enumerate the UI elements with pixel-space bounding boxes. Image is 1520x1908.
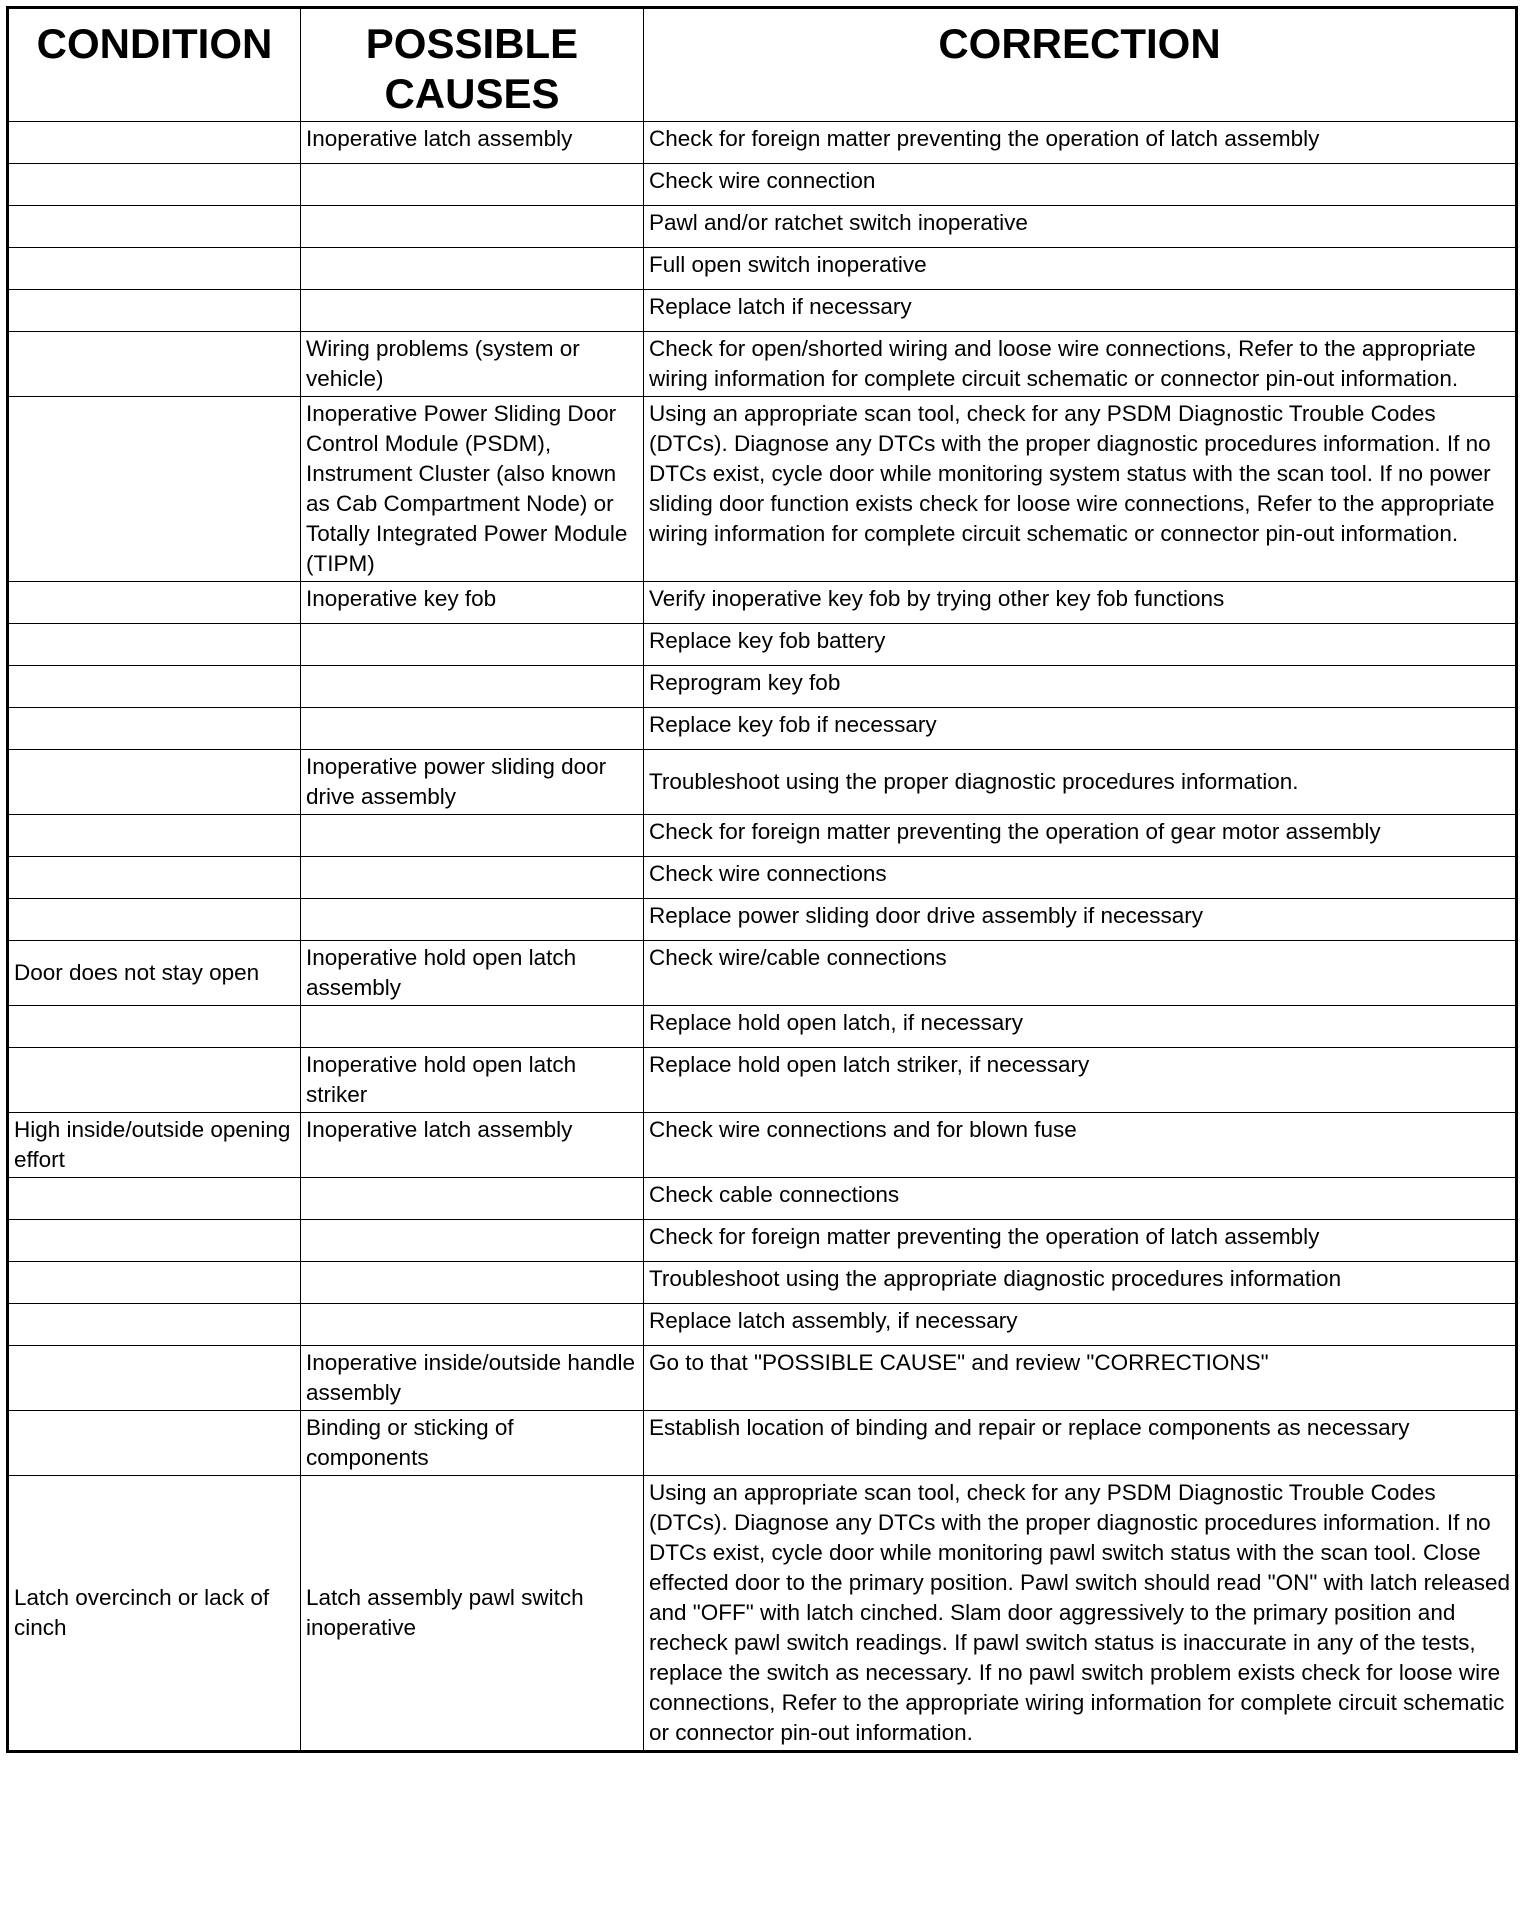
- table-row: [8, 708, 1517, 750]
- possible-cause-cell: [301, 1304, 644, 1346]
- condition-cell: [8, 815, 301, 857]
- possible-cause-cell: [301, 624, 644, 666]
- table-row: [8, 1476, 1517, 1752]
- possible-cause-cell: Latch assembly pawl switch inoperative: [301, 1476, 644, 1752]
- table-row: [8, 941, 1517, 1006]
- correction-cell: Check wire connections: [644, 857, 1517, 899]
- possible-cause-cell: [301, 290, 644, 332]
- correction-cell: Check cable connections: [644, 1178, 1517, 1220]
- condition-cell: [8, 332, 301, 397]
- possible-cause-cell: Inoperative power sliding door drive assembly: [301, 750, 644, 815]
- table-row: [8, 1262, 1517, 1304]
- correction-cell: Replace key fob battery: [644, 624, 1517, 666]
- condition-cell: [8, 1006, 301, 1048]
- condition-cell: Latch overcinch or lack of cinch: [8, 1476, 301, 1752]
- correction-cell: Go to that "POSSIBLE CAUSE" and review "CORRECTIONS": [644, 1346, 1517, 1411]
- correction-cell: Check wire connection: [644, 164, 1517, 206]
- table-row: [8, 164, 1517, 206]
- correction-cell: Check wire/cable connections: [644, 941, 1517, 1006]
- table-row: [8, 857, 1517, 899]
- possible-cause-cell: Inoperative latch assembly: [301, 1113, 644, 1178]
- table-row: [8, 1346, 1517, 1411]
- correction-cell: Full open switch inoperative: [644, 248, 1517, 290]
- correction-cell: Replace latch assembly, if necessary: [644, 1304, 1517, 1346]
- table-row: [8, 750, 1517, 815]
- condition-cell: [8, 750, 301, 815]
- table-row: [8, 397, 1517, 582]
- header-condition: CONDITION: [8, 8, 301, 122]
- correction-cell: Replace hold open latch, if necessary: [644, 1006, 1517, 1048]
- condition-cell: [8, 1262, 301, 1304]
- correction-cell: Verify inoperative key fob by trying other key fob functions: [644, 582, 1517, 624]
- table-row: [8, 122, 1517, 164]
- table-row: [8, 582, 1517, 624]
- possible-cause-cell: [301, 206, 644, 248]
- table-row: [8, 206, 1517, 248]
- header-row: [8, 8, 1517, 122]
- condition-cell: [8, 1411, 301, 1476]
- possible-cause-cell: [301, 1178, 644, 1220]
- condition-cell: [8, 1048, 301, 1113]
- possible-cause-cell: [301, 1006, 644, 1048]
- condition-cell: [8, 397, 301, 582]
- condition-cell: [8, 1346, 301, 1411]
- table-row: [8, 332, 1517, 397]
- correction-cell: Replace latch if necessary: [644, 290, 1517, 332]
- possible-cause-cell: [301, 815, 644, 857]
- table-row: [8, 1006, 1517, 1048]
- condition-cell: [8, 1220, 301, 1262]
- table-row: [8, 1048, 1517, 1113]
- header-possible-causes: POSSIBLE CAUSES: [301, 8, 644, 122]
- condition-cell: [8, 666, 301, 708]
- possible-cause-cell: Binding or sticking of components: [301, 1411, 644, 1476]
- condition-cell: Door does not stay open: [8, 941, 301, 1006]
- condition-cell: [8, 206, 301, 248]
- correction-cell: Using an appropriate scan tool, check for any PSDM Diagnostic Trouble Codes (DTCs). Diagnose any DTCs with the proper diagnostic procedures information. If no DTCs exist, cycle door while monitoring system status with the scan tool. If no power sliding door function exists check for loose wire connections, Refer to the appropriate wiring information for complete circuit schematic or connector pin-out information.: [644, 397, 1517, 582]
- table-row: [8, 290, 1517, 332]
- possible-cause-cell: [301, 164, 644, 206]
- possible-cause-cell: Inoperative hold open latch assembly: [301, 941, 644, 1006]
- correction-cell: Replace power sliding door drive assembly if necessary: [644, 899, 1517, 941]
- table-row: [8, 1220, 1517, 1262]
- correction-cell: Establish location of binding and repair or replace components as necessary: [644, 1411, 1517, 1476]
- condition-cell: [8, 1178, 301, 1220]
- possible-cause-cell: [301, 1220, 644, 1262]
- possible-cause-cell: Inoperative key fob: [301, 582, 644, 624]
- table-row: [8, 815, 1517, 857]
- possible-cause-cell: [301, 899, 644, 941]
- condition-cell: [8, 290, 301, 332]
- correction-cell: Troubleshoot using the proper diagnostic procedures information.: [644, 750, 1517, 815]
- table-row: [8, 1178, 1517, 1220]
- correction-cell: Replace key fob if necessary: [644, 708, 1517, 750]
- table-row: [8, 1411, 1517, 1476]
- condition-cell: [8, 857, 301, 899]
- table-row: [8, 666, 1517, 708]
- condition-cell: High inside/outside opening effort: [8, 1113, 301, 1178]
- correction-cell: Check for open/shorted wiring and loose wire connections, Refer to the appropriate wiring information for complete circuit schematic or connector pin-out information.: [644, 332, 1517, 397]
- possible-cause-cell: Inoperative Power Sliding Door Control Module (PSDM), Instrument Cluster (also known as Cab Compartment Node) or Totally Integrated Power Module (TIPM): [301, 397, 644, 582]
- table-row: [8, 1304, 1517, 1346]
- possible-cause-cell: [301, 248, 644, 290]
- correction-cell: Check for foreign matter preventing the operation of latch assembly: [644, 122, 1517, 164]
- correction-cell: Reprogram key fob: [644, 666, 1517, 708]
- troubleshooting-sheet: [6, 6, 1515, 1753]
- condition-cell: [8, 1304, 301, 1346]
- header-correction: CORRECTION: [644, 8, 1517, 122]
- condition-cell: [8, 708, 301, 750]
- possible-cause-cell: Inoperative latch assembly: [301, 122, 644, 164]
- possible-cause-cell: Inoperative hold open latch striker: [301, 1048, 644, 1113]
- condition-cell: [8, 624, 301, 666]
- correction-cell: Pawl and/or ratchet switch inoperative: [644, 206, 1517, 248]
- correction-cell: Check wire connections and for blown fuse: [644, 1113, 1517, 1178]
- possible-cause-cell: [301, 666, 644, 708]
- possible-cause-cell: Inoperative inside/outside handle assembly: [301, 1346, 644, 1411]
- condition-cell: [8, 899, 301, 941]
- correction-cell: Check for foreign matter preventing the operation of gear motor assembly: [644, 815, 1517, 857]
- table-row: [8, 624, 1517, 666]
- table-row: [8, 899, 1517, 941]
- possible-cause-cell: [301, 1262, 644, 1304]
- correction-cell: Replace hold open latch striker, if necessary: [644, 1048, 1517, 1113]
- correction-cell: Using an appropriate scan tool, check for any PSDM Diagnostic Trouble Codes (DTCs). Diagnose any DTCs with the proper diagnostic procedures information. If no DTCs exist, cycle door while monitoring pawl switch status with the scan tool. Close effected door to the primary position. Pawl switch should read "ON" with latch released and "OFF" with latch cinched. Slam door aggressively to the primary position and recheck pawl switch readings. If pawl switch status is inaccurate in any of the tests, replace the switch as necessary. If no pawl switch problem exists check for loose wire connections, Refer to the appropriate wiring information for complete circuit schematic or connector pin-out information.: [644, 1476, 1517, 1752]
- diagnosis-table: [6, 6, 1518, 1753]
- possible-cause-cell: [301, 857, 644, 899]
- correction-cell: Check for foreign matter preventing the operation of latch assembly: [644, 1220, 1517, 1262]
- correction-cell: Troubleshoot using the appropriate diagnostic procedures information: [644, 1262, 1517, 1304]
- condition-cell: [8, 248, 301, 290]
- condition-cell: [8, 122, 301, 164]
- table-row: [8, 248, 1517, 290]
- condition-cell: [8, 582, 301, 624]
- table-row: [8, 1113, 1517, 1178]
- possible-cause-cell: [301, 708, 644, 750]
- possible-cause-cell: Wiring problems (system or vehicle): [301, 332, 644, 397]
- condition-cell: [8, 164, 301, 206]
